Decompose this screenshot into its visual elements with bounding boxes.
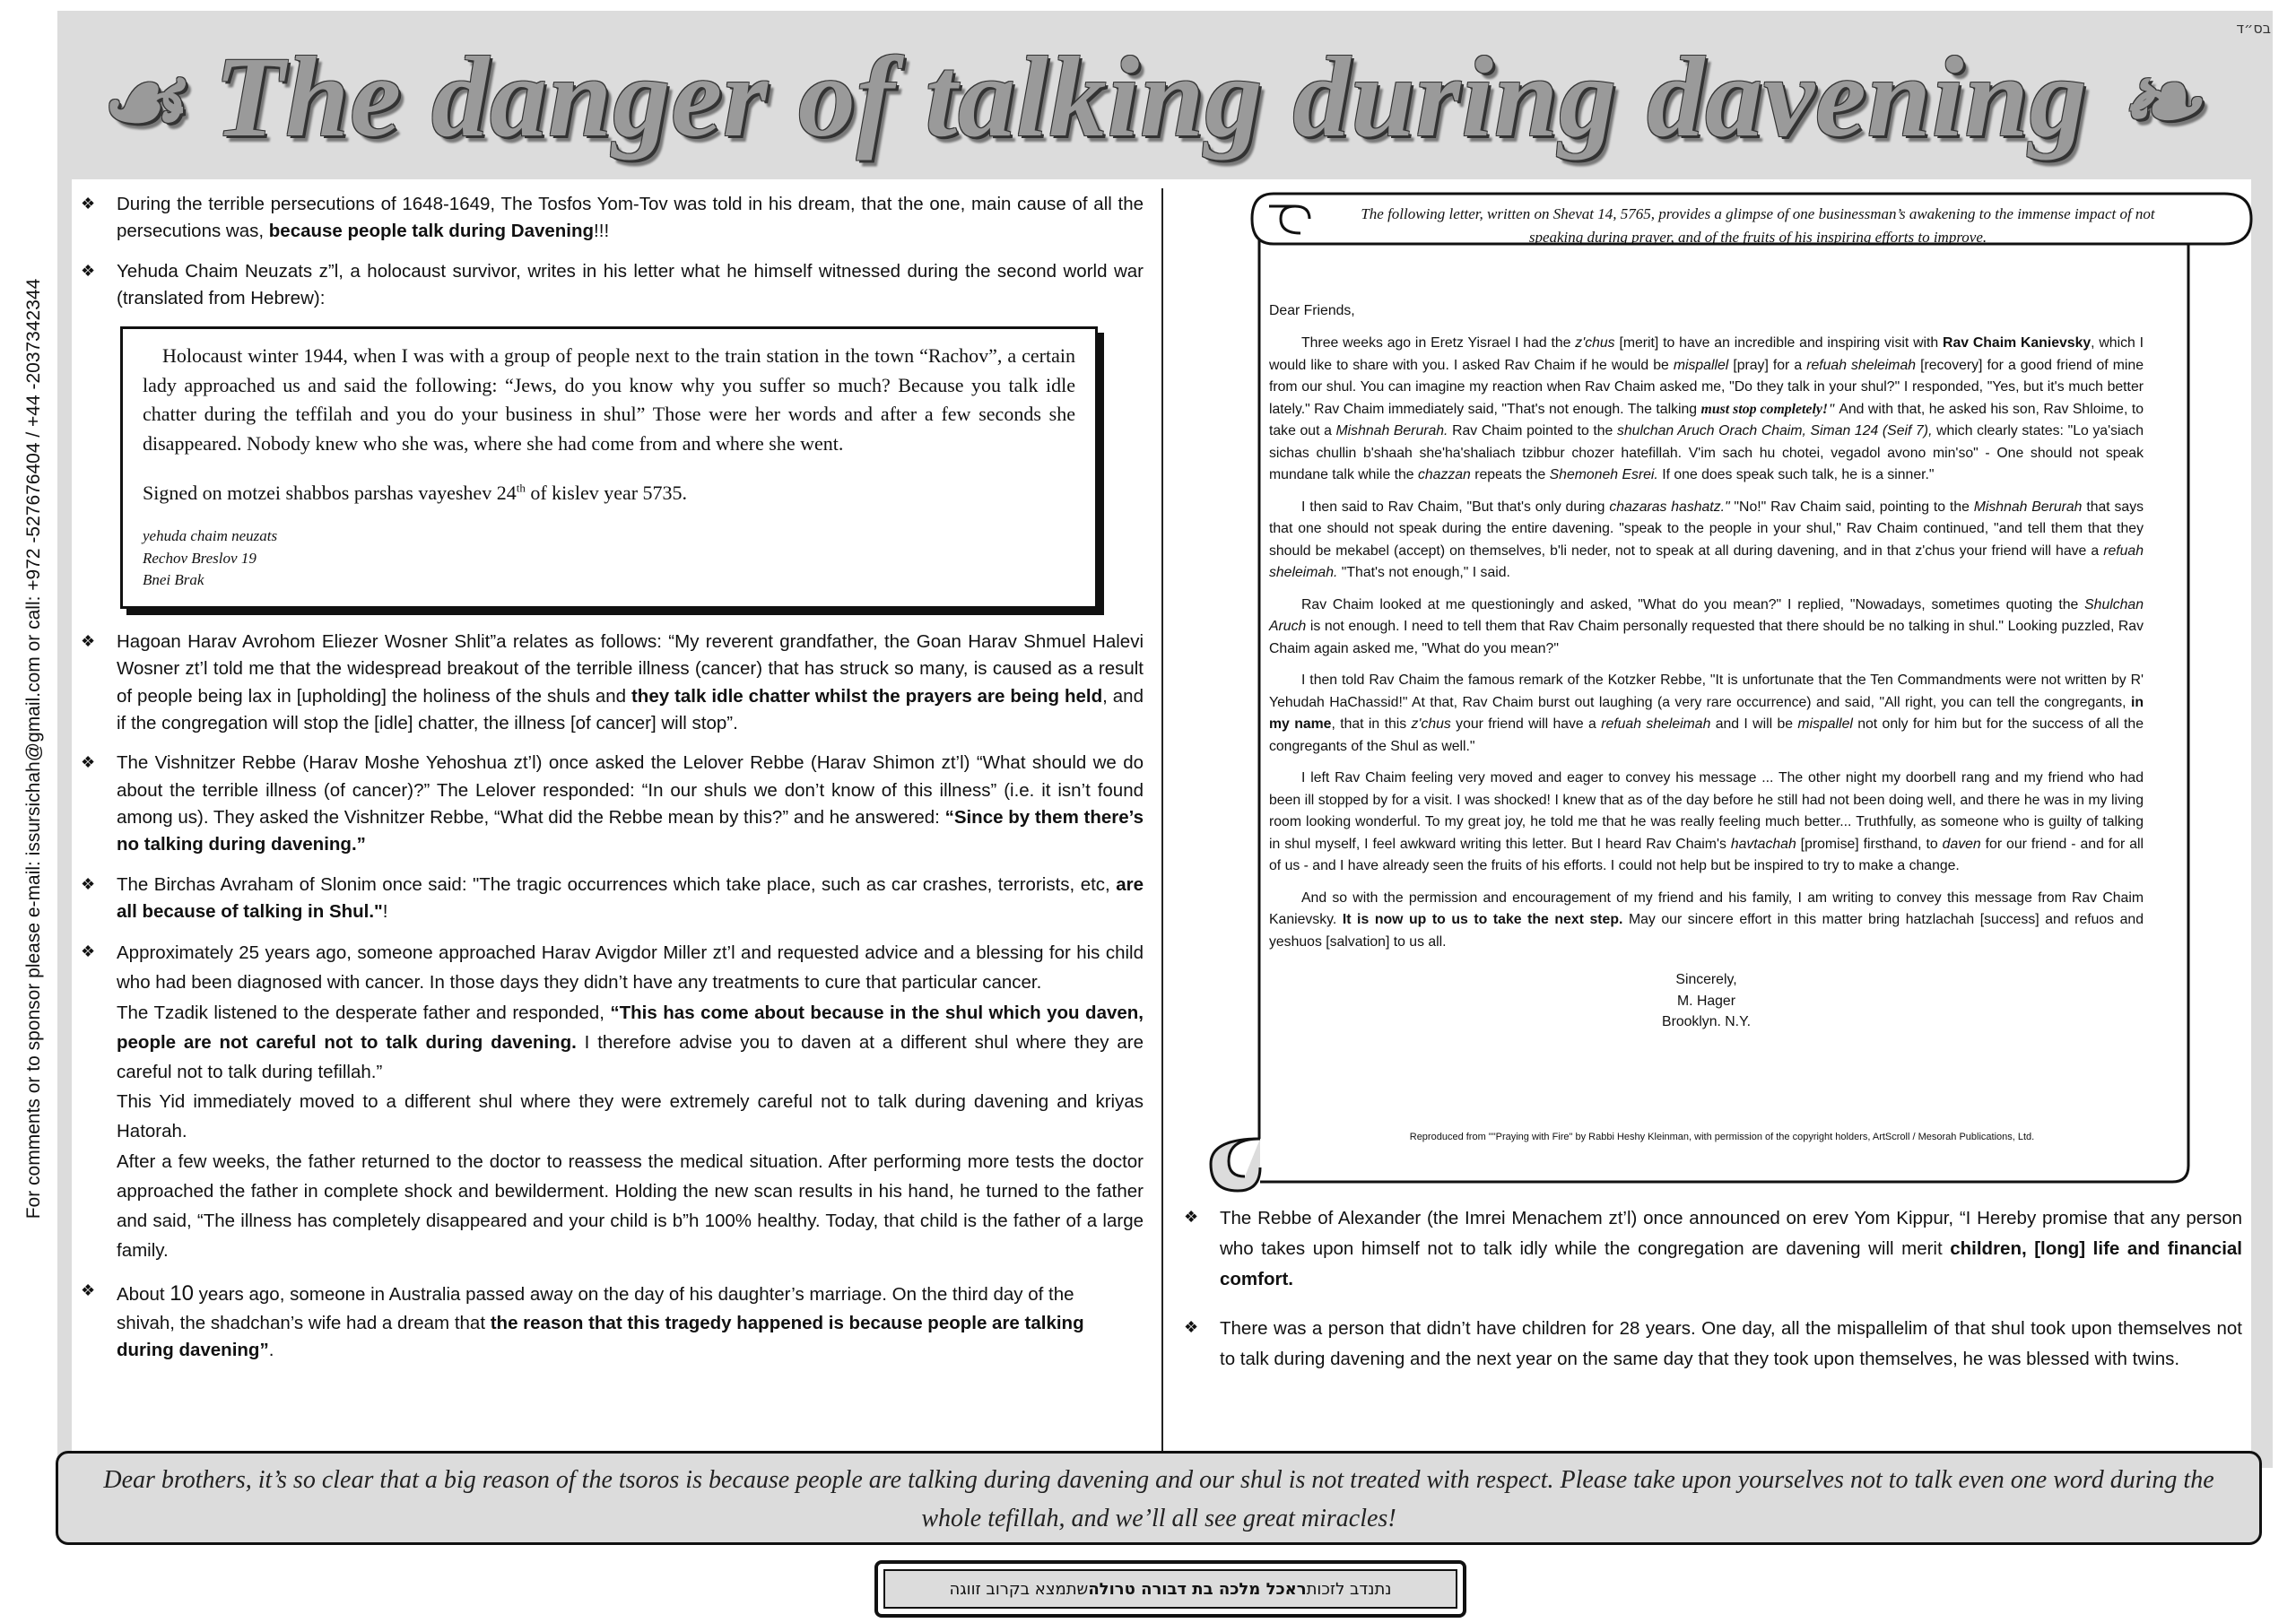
closing-line: Brooklyn. N.Y. [1662, 1014, 1751, 1030]
closing-line: M. Hager [1677, 993, 1735, 1009]
item-text: The Vishnitzer Rebbe (Harav Moshe Yehoshua zt’l) once asked the Lelover Rebbe (Harav Shimon zt’l) “What should we do about the terrible illness (of cancer)?” The Lelover responded: “In our shuls we don’t know of this illness” (i.e. it isn’t found among us). They asked the Vishnitzer Rebbe, “What did the Rebbe mean by this?” and he answered: [117, 752, 1144, 828]
letter-paragraph: And so with the permission and encouragement of my friend and his family, I am writing to convey this message from Rav Chaim Kanievsky. It is now up to us to take the next step. May our sincere effort in this matter bring hatzlachah [success] and refuos and yeshuos [salvation] to us all. [1269, 890, 2144, 950]
letter-body [1269, 300, 2144, 1033]
letter-paragraph: Three weeks ago in Eretz Yisrael I had the z'chus [merit] to have an incredible and inspiring visit with Rav Chaim Kanievsky, which I would like to share with you. I asked Rav Chaim if he would be mispallel [pray] for a refuah sheleimah [recovery] for a good friend of mine from our shul. You can imagine my reaction when Rav Chaim asked me, "Do they talk in your shul?" I responded, "Yes, but it's much better lately." Rav Chaim immediately said, "That's not enough. The talking must stop completely!" And with that, he asked his son, Rav Shloime, to take out a Mishnah Berurah. Rav Chaim pointed to the shulchan Aruch Orach Chaim, Siman 124 (Seif 7), which clearly states: "Lo ya'siach sichas chullin b'shaah she'ha'shaliach tzibbur chozer hatefillah. V'im sach hu chotei, vegadol avono min'so" - One should not speak mundane talk while the chazzan repeats the Shemoneh Esrei. If one does speak such talk, he is a sinner." [1269, 335, 2144, 483]
right-column [1184, 1203, 2242, 1385]
item-text: !!! [594, 221, 610, 242]
item-text: Yehuda Chaim Neuzats z”l, a holocaust survivor, writes in his letter what he himself witnessed during the second world war (translated from Hebrew): [117, 260, 1144, 308]
item-emphasis: because people talk during Davening [268, 221, 595, 242]
item-text: Hagoan Harav Avrohom Eliezer Wosner Shlit”a relates as follows: “My reverent grandfather, the Goan Harav Shmuel Halevi Wosner zt’l told me that the widespread breakout of the terrible illness (cancer) that has struck so many, is caused as a result of people being lax in [upholding] the holiness of the shuls and [117, 630, 1144, 707]
item-text: There was a person that didn’t have children for 28 years. One day, all the mispallelim of that shul took upon themselves not to talk during davening and the next year on the same day that they took upon themselves, he was blessed with twins. [1220, 1318, 2242, 1370]
item-text: The Birchas Avraham of Slonim once said: "The tragic occurrences which take place, such as car crashes, terrorists, etc, [117, 873, 1117, 895]
item-text: After a few weeks, the father returned to the doctor to reassess the medical situation. After performing more tests the doctor approached the father in complete shock and bewilderment. Holding the new scan results in his hand, he turned to the father and said, “The illness has completely disappeared and your child is b”h 100% healthy. Today, that child is the father of a large family. [117, 1150, 1144, 1262]
item-emphasis: “Since by them there’s no talking during davening.” [117, 806, 1144, 855]
list-item [81, 872, 1144, 926]
list-item [81, 191, 1144, 246]
letter-paragraph: I then told Rav Chaim the famous remark of the Kotzker Rebbe, "It is unfortunate that the Ten Commandments were not written by R' Yehudah HaChassid!" At that, Rav Chaim burst out laughing (a very rare occurrence) and said, "All right, you can tell the congregants, in my name, that in this z'chus your friend will have a refuah sheleimah and I will be mispallel not only for him but for the success of all the congregants of the Shul as well." [1269, 673, 2144, 754]
item-emphasis: the reason that this tragedy happened is because people are talking during davening” [117, 1313, 1084, 1361]
bullet-icon: ❖ [81, 261, 96, 280]
closing-message: Dear brothers, it’s so clear that a big reason of the tsoros is because people are talking during davening and our shul is not treated with respect. Please take upon yourselves not to talk even one word during the whole tefillah, and we’ll all see great miracles! [103, 1466, 2214, 1533]
letter-signed: Signed on motzei shabbos parshas vayeshev 24th of kislev year 5735. [143, 481, 688, 504]
left-column [81, 191, 1144, 1377]
dedication-text: נתנדב לזכות ראכל מלכה בת דבורה טרולה שתמצא בקרוב זווגה [883, 1569, 1457, 1609]
title-text: The danger of talking during davening [213, 33, 2088, 161]
closing-line: Sincerely, [1675, 972, 1737, 988]
dedication-box [874, 1560, 1466, 1618]
item-text: The Tzadik listened to the desperate father and responded, [117, 1002, 611, 1023]
survivor-letter-box [120, 326, 1098, 609]
bsd-mark: בס״ד [2236, 20, 2271, 37]
address-line: Bnei Brak [143, 571, 204, 589]
letter-closing [1269, 969, 2144, 1033]
item-text: ! [382, 900, 388, 922]
list-item [81, 1278, 1130, 1364]
bullet-icon: ❖ [1184, 1318, 1199, 1337]
item-emphasis: children, [long] life and financial comfort. [1220, 1237, 2242, 1289]
item-text: About [117, 1284, 170, 1306]
item-text: The Rebbe of Alexander (the Imrei Menachem zt’l) once announced on erev Yom Kippur, “I Hereby promise that any person who takes upon himself not to talk idly while the congregation are davening will merit [1220, 1208, 2242, 1259]
letter-body: Holocaust winter 1944, when I was with a group of people next to the train station in the town “Rachov”, a certain lady approached us and said the following: “Jews, do you know why you suffer so much? Because you talk idle chatter during the teffilah and you do your business in shul” Those were her words and after a few seconds she disappeared. Nobody knew who she was, where she had come from and where she went. [143, 344, 1075, 455]
list-item [1184, 1203, 2242, 1294]
bullet-icon: ❖ [1184, 1208, 1199, 1226]
bullet-icon: ❖ [81, 195, 96, 213]
bullet-icon: ❖ [81, 753, 96, 772]
item-text: This Yid immediately moved to a different shul where they were extremely careful not to talk during davening and kriyas Hatorah. [117, 1091, 1144, 1142]
bullet-icon: ❖ [81, 1281, 96, 1300]
list-item [1184, 1314, 2242, 1375]
item-text: . [268, 1340, 274, 1361]
item-number: 10 [170, 1281, 194, 1306]
list-item [81, 629, 1144, 737]
letter-salutation: Dear Friends, [1269, 303, 1355, 318]
item-text: Approximately 25 years ago, someone approached Harav Avigdor Miller zt’l and requested advice and a blessing for his child who had been diagnosed with cancer. In those days they didn’t have any treatments to cure that particular cancer. [117, 942, 1144, 994]
letter-paragraph: I left Rav Chaim feeling very moved and eager to convey his message ... The other night my doorbell rang and my friend who had been ill stopped by for a visit. I was shocked! I knew that as of the day before he still had not been doing well, and there he was in my living room looking wonderful. To my great joy, he told me that he was really feeling much better... Truthfully, as someone who is guilty of talking in shul myself, I feel awkward writing this letter. But I heard Rav Chaim's havtachah [promise] firsthand, to daven for our friend - and for all of us - and I have already seen the fruits of his efforts. I could not help but be inspired to try to make a change. [1269, 770, 2144, 874]
item-text: During the terrible persecutions of 1648-1649, The Tosfos Yom-Tov was told in his dream, that the one, main cause of all the persecutions was, [117, 194, 1144, 242]
dedication-name: ראכל מלכה בת דבורה טרולה [1088, 1579, 1307, 1599]
bullet-icon: ❖ [81, 874, 96, 893]
letter-intro: The following letter, written on Shevat 14, 5765, provides a glimpse of one businessman’s awakening to the immense impact of not speaking during prayer, and of the fruits of his inspiring efforts to improve. [1361, 205, 2155, 247]
bullet-icon: ❖ [81, 631, 96, 650]
letter-paragraph: I then said to Rav Chaim, "But that's only during chazaras hashatz." "No!" Rav Chaim said, pointing to the Mishnah Berurah that says that one should not speak during the entire davening. "speak to the people in your shul," Rav Chaim continued, "and tell them that they should be mekabel (accept) on themselves, b'li neder, not to speak at all during davening, and in that z'chus your friend will have a refuah sheleimah. "That's not enough," I said. [1269, 499, 2144, 581]
address-line: yehuda chaim neuzats [143, 527, 278, 545]
letter-paragraph: Rav Chaim looked at me questioningly and asked, "What do you mean?" I replied, "Nowadays, sometimes quoting the Shulchan Aruch is not enough. I need to tell them that Rav Chaim personally requested that there should be no talking in shul." Looking puzzled, Rav Chaim again asked me, "What do you mean?" [1269, 596, 2144, 656]
item-emphasis: are all because of talking in Shul." [117, 873, 1144, 922]
ornament-left-icon: ☙ [95, 48, 185, 157]
item-text: I therefore advise you to daven at a different shul where they are careful not to talk during tefillah.” [117, 1031, 1144, 1083]
item-text: years ago, someone in Australia passed away on the day of his daughter’s marriage. On the third day of the shivah, the shadchan’s wife had a dream that [117, 1284, 1074, 1333]
page-title [72, 31, 2224, 163]
list-item [81, 258, 1144, 313]
address-line: Rechov Breslov 19 [143, 549, 257, 567]
letter-address [143, 525, 1075, 592]
letter-scroll [1175, 188, 2256, 1197]
item-text: , and if the congregation will stop the [idle] chatter, the illness [of cancer] will stop”. [117, 685, 1144, 733]
item-emphasis: “This has come about because in the shul which you daven, people are not careful not to talk during davening. [117, 1002, 1144, 1053]
list-item [81, 938, 1144, 1265]
closing-message-box [56, 1451, 2262, 1545]
column-divider [1161, 188, 1163, 1453]
ornament-right-icon: ❧ [2117, 48, 2201, 157]
list-item [81, 750, 1144, 858]
bullet-icon: ❖ [81, 942, 96, 961]
item-emphasis: they talk idle chatter whilst the prayers are being held [631, 685, 1103, 707]
contact-note: For comments or to sponsor please e-mail: issursichah@gmail.com or call: +972 -527676404 / +44 -2037342344 [23, 278, 44, 1219]
reproduction-credit: Reproduced from ""Praying with Fire" by Rabbi Heshy Kleinman, with permission of the copyright holders, ArtScroll / Mesorah Publications, Ltd. [1409, 1132, 2035, 1142]
